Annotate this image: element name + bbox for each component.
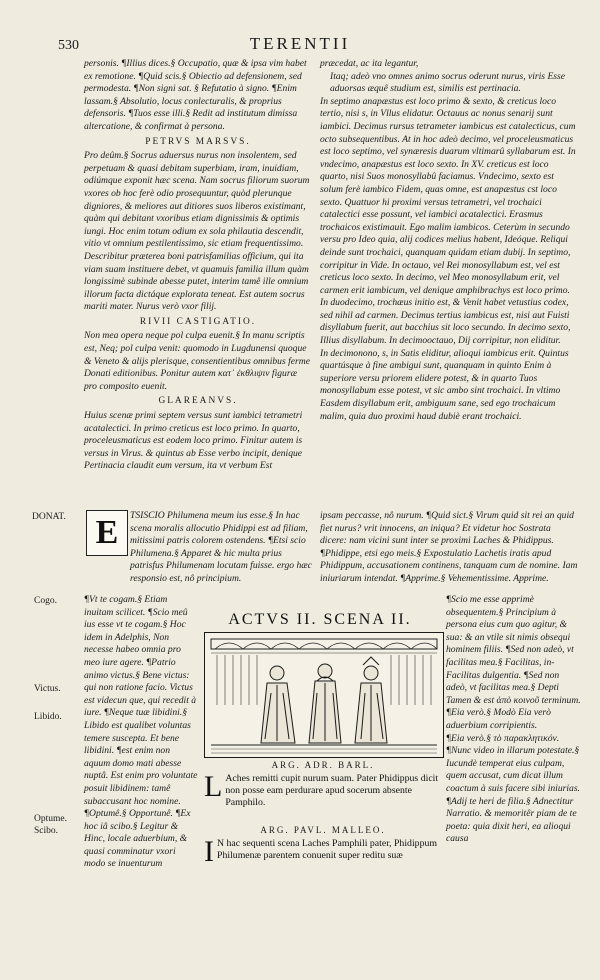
commentary-right-mid [320,510,578,584]
commentary-paragraph: In septimo anapæstus est loco primo & sexto, & creticus loco tertio, nisi s, in Vllus elidatur. Octauus ac nonus senarij sunt iambici. Decimus rursus tetrameter iambicus est catalecticus, cum octo subsequentibus. At in hoc adeò decimo, vel proceleusmaticus est loco septimo, vel synæresis duarum vltimarû syllabarum est. In vndecimo, anapæstus est loco sexto. In XV. creticus est loco quarto, nisi Suos monosyllabû faciamus. Vndecimo, sexto est solum ferè iambico Fidem, quas omne, est anapæstus cst loco sexto. Quattuor hi proximi versus tetrametri, vel trochaici catalectici esse possunt, vel iambici acatalectici. Erasmus trochaicos existimauit. Ego malim iambicos. Ceterùm in secundo versu pro Ideo quia, alij codices melius habent, Ideóque. Reliqui deinde sunt trochaici, quanquam quidam etiam dubij. In septimo, corripitur in Vide. In octauo, vel Rei monosyllabum est, vel est creticus loco sexto. In decimo, vel Meo monosyllabum erit, vel carmen erit iambicum, vel denique amphibrachys est loco primo. In duodecimo, trochæus initio est, & Venit habet vetustius codex, sed nihil ad carmen. Decimus tertius iambicus est, nisi aut Fuisti disyllabum fuerit, aut bacchius sit loco secundo. In decimo sexto, Illius disyllabum. In decimooctauo, Dij corripitur, non eliditur. [320,95,576,347]
section-heading: GLAREANVS. [158,396,238,407]
commentary-paragraph: In decimonono, s, in Satis eliditur, alioqui iambicus erit. Quintus quartúsque à fine ambigui sunt, quanquam in quinto Enim à superiore versu priorem elidere potest, & in quarto Tuos monosyllabum esse potest, vt sic ambo sint trochaici. In vltimo Easdem disyllabum erit, ambiguum sane, sed ego trochaicum malim, quia duo proximi haud dubiè erant trochaici. [320,347,569,422]
argument-initial: L [204,770,223,803]
commentary-right-top [320,58,578,506]
commentary-left-top [84,58,312,506]
scene-argument-2 [204,835,444,868]
scene-argument-1 [204,770,444,809]
act-scene-title: ACTVS II. SCENA II. [228,611,412,628]
woodcut-scene-icon [205,633,443,757]
commentary-paragraph: personis. ¶Illius dices.§ Occupatio, quæ & ipsa vim habet ex remotione. ¶Quid scis.§ Obiectio ad defensionem, sed permodesta. ¶Non signi sat. § Refutatio à signo. ¶Enim lassam.§ Absolutio, locus conlecturalis, & proprius defensoris. ¶Tuos esse illi.§ Redit ad institutum dimissa altercatione, & confirmat à persona. [84,58,307,132]
commentary-paragraph: Pro deûm.§ Socrus aduersus nurus non insolentem, sed perpetuam & quasi debitam superbiam, iram, inuidiam, odiúmque exponit hæc scena. Nam socrus filiorum suorum vxores ob hoc ferè odio prosequuntur, quòd plerunque digniores, & meliores aut ditiores suos liberos existimant, quàm qui debitant vxoribus etiam dignissimis & optimis iungi. Hoc enim totum odium ex sola philautia descendit, vitio vt omnium pestilentissimo, sic etiam frequentissimo. Describitur præterea boni patrisfamilias officium, qui ita viam suam instituere debet, vt quamuis familia illum quàm longissimè subinde abesse putet, interim tamê ille omnium illorum facta dictáque explorata teneat. Est autem socrus mariti mater. Nurus verò vxor filij. [84,150,310,313]
margin-note: Scibo. [34,826,59,836]
section-heading: PETRVS MARSVS. [145,136,251,147]
margin-note: Cogo. [34,596,57,606]
verse-quote: Itaq; adeò vno omnes animo socrus oderunt nurus, viris Esse aduorsas æquê studium est, similis est pertinacia. [330,70,566,95]
running-title: TERENTII [249,34,351,53]
commentary-paragraph: ¶Adij te heri de filia.§ Adnectitur Narratio. & memoritêr piam de te poeta: quia dixit heri, ea alioqui causa [446,795,577,845]
page-number: 530 [58,38,79,53]
argument-heading: ARG. PAVL. MALLEO. [260,825,386,835]
donat-label: DONAT. [32,512,66,522]
decorated-initial [86,510,128,556]
argument-text: Aches remitti cupit nurum suam. Pater Phidippus dicit non posse eam perdurare apud socerum absente Pamphilo. [225,773,439,808]
commentary-paragraph: Non mea opera neque pol culpa euenit.§ In manu scriptis est, Neq; pol culpa venit: quomodo in Lugdunensi quoque & Veneto & alijs plerisque, consentientibus omnibus ferme Donati editionibus. Ponitur autem κατ᾽ ἐκθλιψιν figuræ pro composito euenit. [84,330,310,392]
commentary-right-low [446,594,582,924]
initial-letter: E [95,514,119,551]
commentary-paragraph: Huius scenæ primi septem versus sunt iambici tetrametri acatalectici. In primo creticus est loco primo. In quarto, proceleusmaticus est eodem loco primo. Finitur autem is versus in Virus. & quintus ab Esse verbo incipit, denique Pertinacia claudit eum versum, ita vt verbum Est [84,410,303,472]
argument-initial: I [204,835,214,868]
commentary-paragraph: TSISCIO Philumena meum ius esse.§ In hac scena moralis allocutio Phidippi est ad filiam, mitissimi patris colorem ostendens. ¶Etsi scio Philumena.§ Apparet & hic multa prius patrisfus Philumenam locutam fuisse. ergo hæc responsio est, nô principium. [130,510,312,584]
woodcut-illustration [204,632,444,758]
commentary-paragraph: ¶Scio me esse apprimè obsequentem.§ Principium à persona eius cum quo agitur, & sua: & an vtile sit nimis obsequi hominem filiis. ¶Sed non adeò, vt facilitas mea.§ Facilitas, in- Facilitas dulgentia. ¶Sed non adeò, vt facilitas mea.§ Depti Tamen & est ἀπὸ κοινοῦ terminum. ¶Eia verò.§ Modò Eia verò aduerbium corripientis. [446,594,581,731]
commentary-paragraph: ipsam peccasse, nô nurum. ¶Quid sict.§ Virum quid sit rei an quid fiet nurus? vrit innocens, an iniqua? Et videtur hoc Sostrata dicere: nam vicini sunt inter se proximi Laches & Phidippus. ¶Phidippe, etsi ego meis.§ Expostulatio Lachetis iratis apud Phidippum, accusationem continens, tanquam cum de nomine. Iam iniuriarum intendat. ¶Apprime.§ Vehementissime. Apprime. [320,510,578,584]
argument-text: N hac sequenti scena Laches Pamphili pater, Phidippum Philumenæ parentem conuenit super reditu suæ [217,838,437,861]
woodcut-caption: ARG. ADR. BARL. [271,760,375,770]
section-heading: RIVII CASTIGATIO. [139,316,257,327]
margin-note: Victus. [34,684,61,694]
commentary-paragraph: ¶Vt te cogam.§ Etiam inuitam scilicet. ¶Scio meû ius esse vt te cogam.§ Hoc idem in Adelphis, Non necesse habeo omnia pro meo iure agere. ¶Patrio animo victus.§ Bene victus: qui non ratione facio. Victus est videcun que, qui recedit à iure. ¶Neque tuæ libidini.§ Libido est qualibet voluntas temere suscepta. Et bene libidini. ¶est enim non aquum domo mati abesse nuptâ. Est enim pro voluntate posuit libidinem: tamê subaccusant hoc nomine. ¶Optumê.§ Opportunê. ¶Ex hoc iâ scibo.§ Legitur & Hinc, locale aduerbium, & quasi comminatur vxori modo se inuenturum [84,594,198,870]
margin-note: Libido. [34,712,62,722]
commentary-paragraph: præcedat, ac ita legantur, [320,58,419,69]
margin-note: Optume. [34,814,67,824]
commentary-paragraph: ¶Eia verò.§ τὸ παρακλητικόν. ¶Nunc video in illarum potestate.§ Iucundè temperat eius culpam, quem accusat, cum dicat illum coactum à suis facere sibi iniurias. [446,732,580,794]
commentary-left-low [84,594,198,870]
